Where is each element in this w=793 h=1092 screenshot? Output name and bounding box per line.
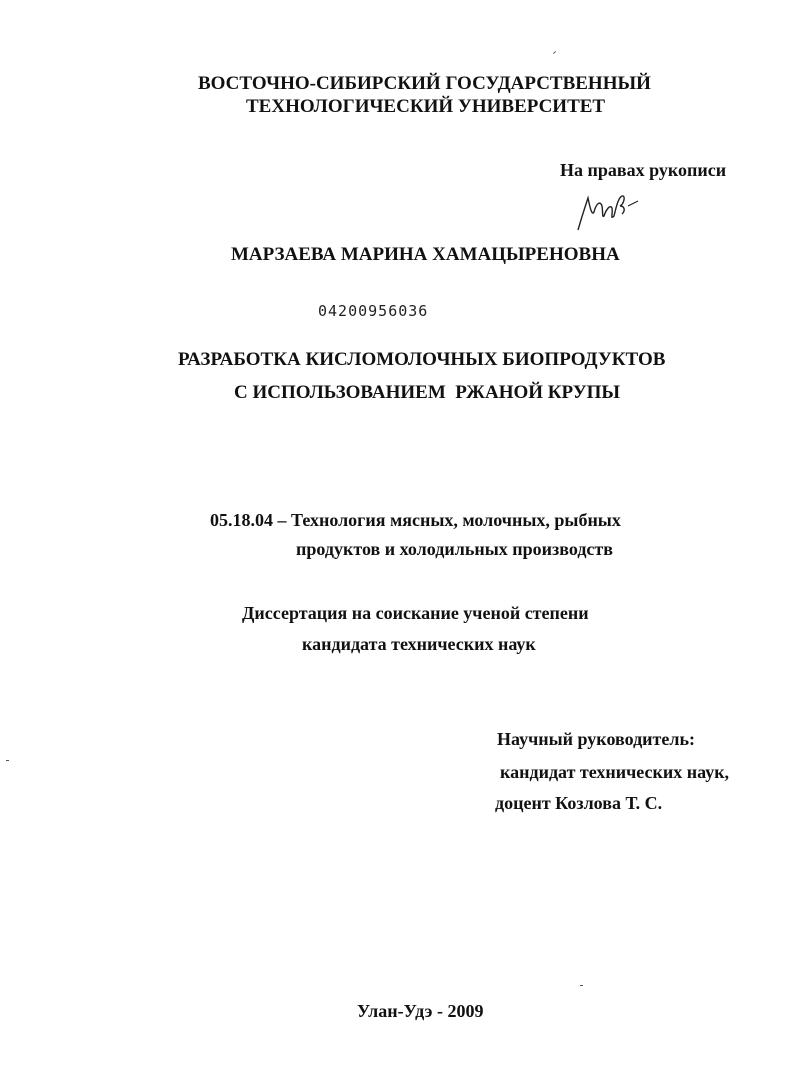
university-name-line2: ТЕХНОЛОГИЧЕСКИЙ УНИВЕРСИТЕТ (246, 96, 606, 117)
manuscript-note: На правах рукописи (560, 160, 727, 180)
advisor-degree: кандидат технических наук, (500, 762, 730, 782)
scan-speck (6, 760, 9, 761)
city-year: Улан-Удэ - 2009 (357, 1001, 484, 1021)
scan-speck (580, 985, 583, 986)
scan-speck (553, 51, 556, 54)
author-name: МАРЗАЕВА МАРИНА ХАМАЦЫРЕНОВНА (231, 244, 620, 265)
specialty-line2: продуктов и холодильных производств (296, 539, 613, 559)
signature (572, 186, 652, 236)
advisor-name: доцент Козлова Т. С. (495, 793, 663, 813)
university-name-line1: ВОСТОЧНО-СИБИРСКИЙ ГОСУДАРСТВЕННЫЙ (198, 73, 651, 94)
specialty-line1: 05.18.04 – Технология мясных, молочных, рыбных (210, 510, 621, 530)
advisor-heading: Научный руководитель: (497, 729, 695, 749)
catalog-number: 04200956036 (318, 302, 429, 320)
thesis-title-line1: РАЗРАБОТКА КИСЛОМОЛОЧНЫХ БИОПРОДУКТОВ (178, 349, 666, 370)
degree-line2: кандидата технических наук (302, 634, 536, 654)
thesis-title-line2: С ИСПОЛЬЗОВАНИЕМ РЖАНОЙ КРУПЫ (234, 382, 621, 403)
degree-line1: Диссертация на соискание ученой степени (242, 603, 589, 623)
